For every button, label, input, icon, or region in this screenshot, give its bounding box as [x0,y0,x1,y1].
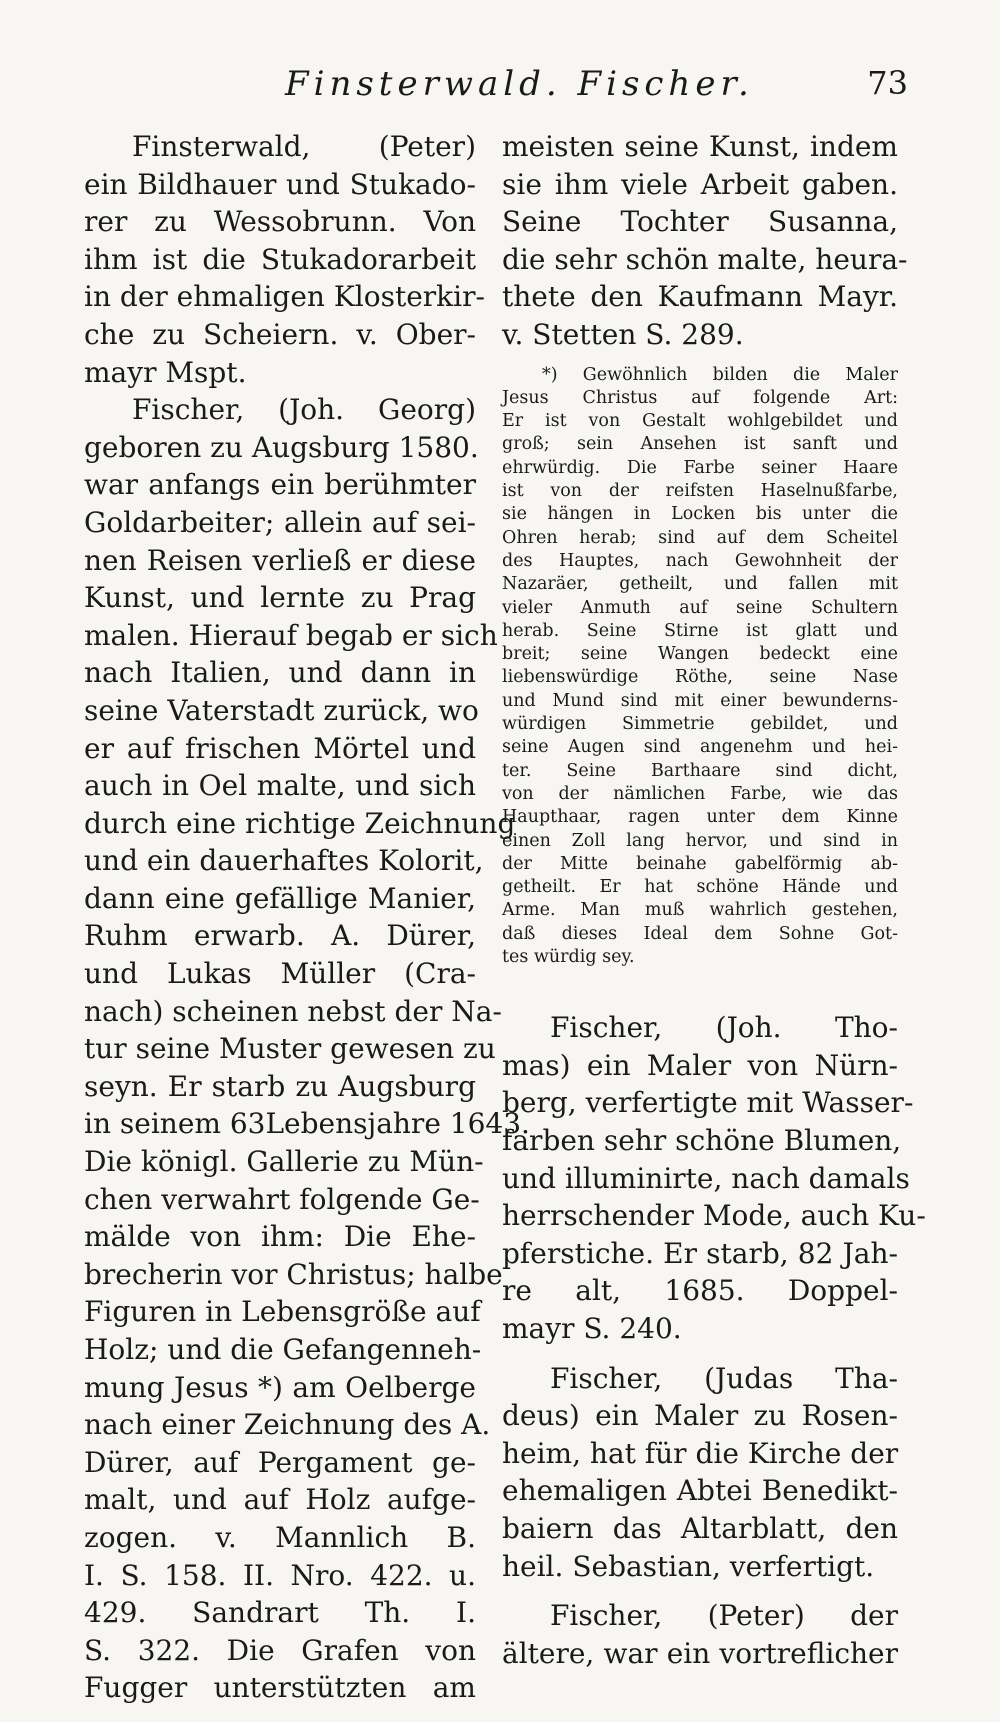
text-line: mayr S. 240. [502,1312,682,1346]
footnote-line: Jesus Christus auf folgende Art: [502,387,898,408]
text-line: in seinem 63Lebensjahre 1643. [84,1107,530,1141]
footnote-line: herab. Seine Stirne ist glatt und [502,620,898,641]
text-line: pferstiche. Er starb, 82 Jah- [502,1236,898,1270]
footnote-line: Ohren herab; sind auf dem Scheitel [502,527,898,548]
footnote-line: von der nämlichen Farbe, wie das [502,783,898,804]
text-line: I. S. 158. II. Nro. 422. u. [84,1558,476,1592]
text-line: re alt, 1685. Doppel- [502,1274,898,1308]
footnote-line: vieler Anmuth auf seine Schultern [502,597,898,618]
text-line: mayr Mspt. [84,355,247,389]
footnote-line: seine Augen sind angenehm und hei- [502,737,898,758]
text-line: Goldarbeiter; allein auf sei- [84,505,476,539]
text-line: nach) scheinen nebst der Na- [84,994,502,1028]
footnote-line: des Hauptes, nach Gewohnheit der [502,550,898,571]
text-line: dann eine gefällige Manier, [84,881,476,915]
text-line: mas) ein Maler von Nürn- [502,1048,898,1082]
text-line: und Lukas Müller (Cra- [84,957,476,991]
text-line: Fugger unterstützten am [84,1671,476,1705]
footnote-line: ist von der reifsten Haselnußfarbe, [502,481,898,502]
text-line: 429. Sandrart Th. I. [84,1596,476,1630]
footnote-line: tes würdig sey. [502,946,635,967]
text-line: Finsterwald, (Peter) [132,130,476,163]
footnote-line: sie hängen in Locken bis unter die [502,504,898,525]
footnote-line: der Mitte beinahe gabelförmig ab- [502,853,898,874]
footnote-line: Haupthaar, ragen unter dem Kinne [502,807,898,828]
text-line: farben sehr schöne Blumen, [502,1124,902,1158]
text-line: baiern das Altarblatt, den [502,1512,898,1545]
text-line: herrschender Mode, auch Ku- [502,1199,926,1233]
running-head: Finsterwald. Fischer. [285,64,754,104]
text-line: rer zu Wessobrunn. Von [84,205,476,239]
text-line: zogen. v. Mannlich B. [84,1520,476,1554]
text-line: Die königl. Gallerie zu Mün- [84,1145,484,1179]
text-line: war anfangs ein berühmter [84,468,476,502]
text-line: seine Vaterstadt zurück, wo [84,693,479,727]
text-line: thete den Kaufmann Mayr. [502,280,898,314]
text-line: in der ehmaligen Klosterkir- [84,280,485,314]
footnote-line: getheilt. Er hat schöne Hände und [502,877,898,898]
text-line: Ruhm erwarb. A. Dürer, [84,919,476,953]
footnote [502,364,898,970]
footnote-line: groß; sein Ansehen ist sanft und [502,434,898,455]
text-line: Seine Tochter Susanna, [502,205,898,239]
text-line: ein Bildhauer und Stukado- [84,167,476,201]
right-column-entry-continuation [502,128,908,354]
footnote-line: Nazaräer, getheilt, und fallen mit [502,574,898,595]
text-line: Fischer, (Peter) der [550,1599,898,1633]
text-line: chen verwahrt folgende Ge- [84,1182,480,1216]
footnote-line: *) Gewöhnlich bilden die Maler [542,364,898,385]
text-line: sie ihm viele Arbeit gaben. [502,167,898,201]
text-line: mung Jesus *) am Oelberge [84,1370,476,1404]
text-line: heil. Sebastian, verfertigt. [502,1549,875,1583]
text-line: malen. Hierauf begab er sich [84,618,498,652]
text-line: er auf frischen Mörtel und [84,731,476,765]
text-line: brecherin vor Christus; halbe [84,1257,503,1291]
text-line: ihm ist die Stukadorarbeit [84,242,476,276]
text-line: Fischer, (Judas Tha- [550,1361,898,1395]
text-line: Kunst, und lernte zu Prag [84,581,476,615]
text-line: Fischer, (Joh. Tho- [550,1011,898,1045]
text-line: ältere, war ein vortreflicher [502,1636,898,1670]
text-line: Figuren in Lebensgröße auf [84,1295,481,1329]
right-column [502,128,926,1672]
text-line: und ein dauerhaftes Kolorit, [84,844,484,878]
footnote-line: würdigen Simmetrie gebildet, und [502,714,898,735]
footnote-line: einen Zoll lang hervor, und sind in [502,830,898,851]
text-line: mälde von ihm: Die Ehe- [84,1220,476,1254]
text-line: Fischer, (Joh. Georg) [132,393,476,427]
text-line: Holz; und die Gefangenneh- [84,1333,482,1366]
footnote-line: ehrwürdig. Die Farbe seiner Haare [502,457,898,478]
text-line: malt, und auf Holz aufge- [84,1483,476,1517]
text-line: berg, verfertigte mit Wasser- [502,1086,914,1120]
text-line: und illuminirte, nach damals [502,1161,910,1195]
footnote-line: Arme. Man muß wahrlich gestehen, [502,900,898,921]
page-number: 73 [867,64,908,102]
text-line: v. Stetten S. 289. [502,317,744,351]
footnote-line: und Mund sind mit einer bewunderns- [502,690,898,711]
text-line: deus) ein Maler zu Rosen- [502,1399,898,1433]
text-line: S. 322. Die Grafen von [84,1633,476,1667]
footnote-line: ter. Seine Barthaare sind dicht, [502,760,898,781]
footnote-line: daß dieses Ideal dem Sohne Got- [502,923,898,944]
text-line: die sehr schön malte, heura- [502,242,908,276]
text-line: heim, hat für die Kirche der [502,1436,899,1470]
footnote-line: liebenswürdige Röthe, seine Nase [502,667,898,688]
text-line: durch eine richtige Zeichnung [84,806,516,840]
footnote-line: Er ist von Gestalt wohlgebildet und [502,411,898,432]
text-line: meisten seine Kunst, indem [502,130,898,163]
text-line: auch in Oel malte, und sich [84,769,476,803]
text-line: geboren zu Augsburg 1580. [84,430,479,464]
text-line: Dürer, auf Pergament ge- [84,1445,476,1479]
page-header [70,60,920,110]
text-line: seyn. Er starb zu Augsburg [84,1069,476,1103]
text-line: che zu Scheiern. v. Ober- [84,317,476,351]
text-line: nach Italien, und dann in [84,656,476,690]
text-line: nach einer Zeichnung des A. [84,1408,491,1442]
text-line: ehemaligen Abtei Benedikt- [502,1474,898,1508]
right-column-entries [502,1009,926,1672]
left-column [84,128,530,1707]
text-line: tur seine Muster gewesen zu [84,1032,496,1066]
footnote-line: breit; seine Wangen bedeckt eine [502,644,898,665]
text-line: nen Reisen verließ er diese [84,543,476,577]
